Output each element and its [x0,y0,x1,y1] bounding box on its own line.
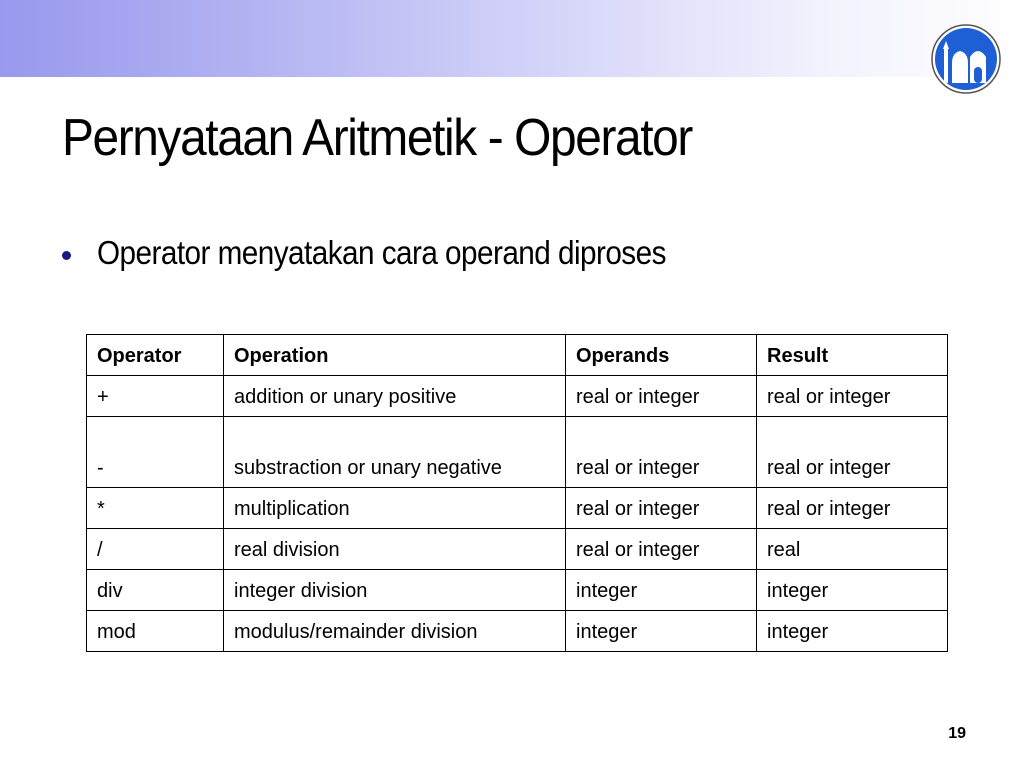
cell-operation: substraction or unary negative [224,417,566,488]
table-header-row [87,335,948,376]
table-row [87,417,948,488]
bullet-dot-icon [62,251,71,260]
cell-result: real or integer [757,488,948,529]
cell-operands: real or integer [566,488,757,529]
cell-result: integer [757,570,948,611]
mosque-logo-icon [930,23,1002,95]
cell-operation: modulus/remainder division [224,611,566,652]
cell-operands: real or integer [566,376,757,417]
table-row [87,529,948,570]
operator-table [86,334,948,652]
table-row [87,570,948,611]
cell-operator: mod [87,611,224,652]
bullet-text: Operator menyatakan cara operand diproses [97,234,666,271]
cell-operator: * [87,488,224,529]
table-row [87,611,948,652]
table-row [87,488,948,529]
header-result: Result [757,335,948,376]
header-operands: Operands [566,335,757,376]
cell-operands: real or integer [566,417,757,488]
cell-operands: integer [566,611,757,652]
cell-operation: integer division [224,570,566,611]
cell-operator: div [87,570,224,611]
cell-operator: / [87,529,224,570]
header-operation: Operation [224,335,566,376]
cell-operation: addition or unary positive [224,376,566,417]
page-number: 19 [948,725,966,742]
cell-operator: + [87,376,224,417]
cell-result: real [757,529,948,570]
cell-operator: - [87,417,224,488]
table-row [87,376,948,417]
cell-operands: real or integer [566,529,757,570]
header-operator: Operator [87,335,224,376]
bullet-item [62,230,729,276]
cell-result: real or integer [757,417,948,488]
cell-operation: real division [224,529,566,570]
cell-operands: integer [566,570,757,611]
cell-operation: multiplication [224,488,566,529]
cell-result: real or integer [757,376,948,417]
cell-result: integer [757,611,948,652]
slide-title: Pernyataan Aritmetik - Operator [62,109,692,167]
header-gradient-band [0,0,1024,77]
